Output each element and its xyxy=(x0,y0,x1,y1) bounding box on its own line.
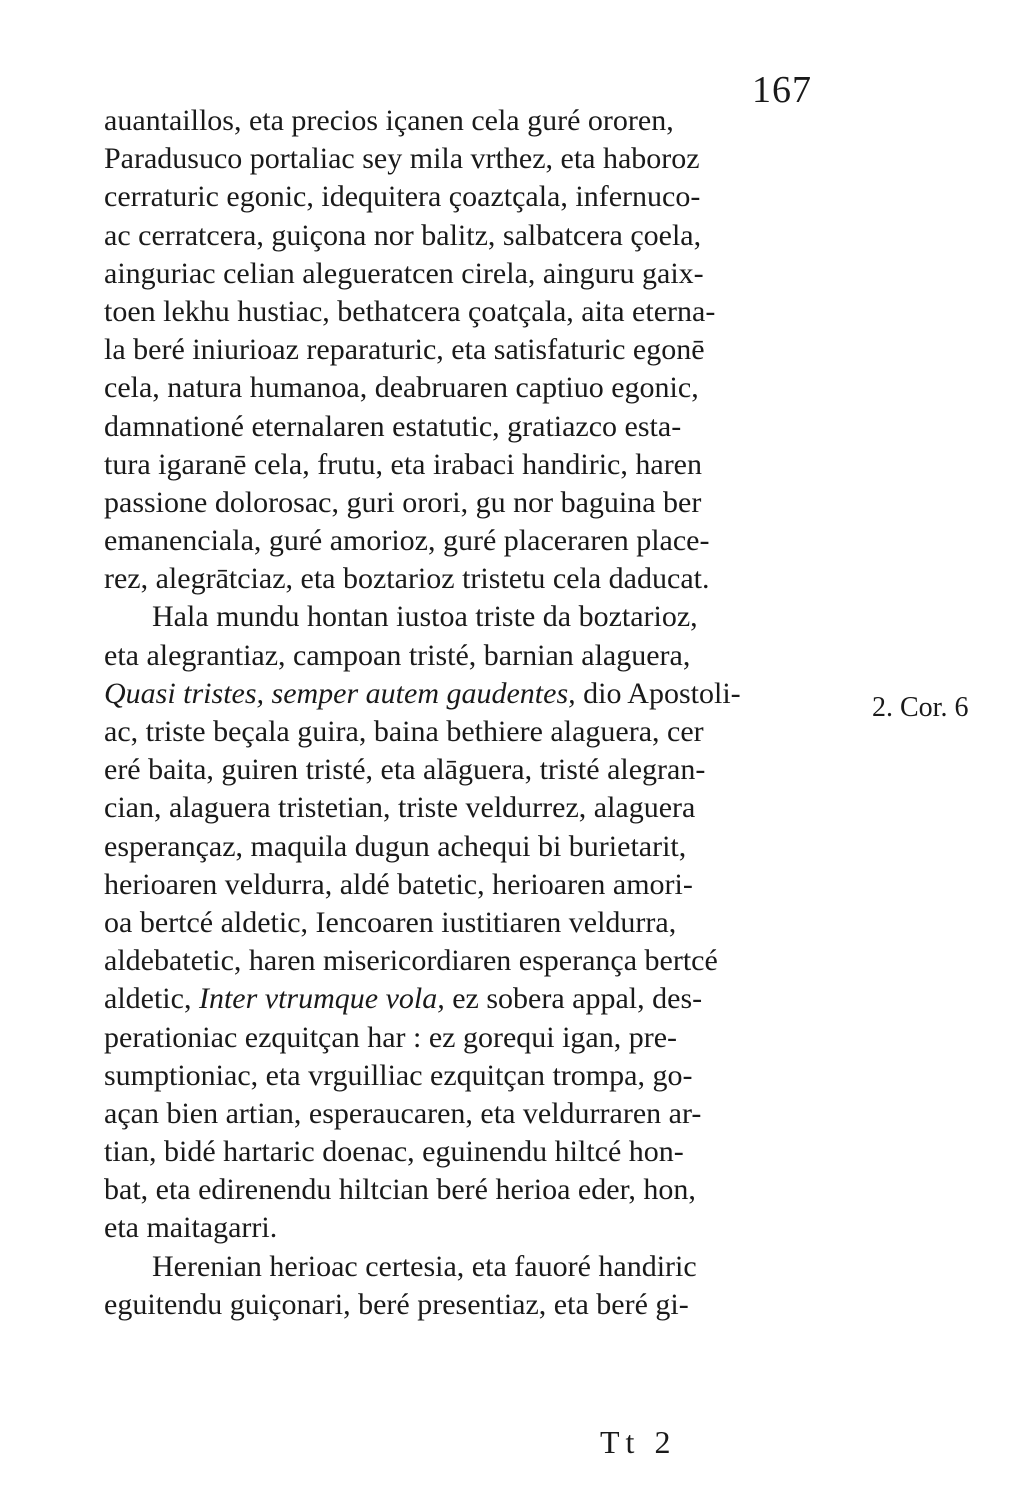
text-line: cian, alaguera tristetian, triste veldurrez, alaguera xyxy=(104,791,696,825)
text-line: herioaren veldurra, aldé batetic, herioaren amori- xyxy=(104,867,693,901)
text-segment: dio Apostoli- xyxy=(575,676,741,710)
text-line: toen lekhu hustiac, bethatcera çoatçala, aita eterna- xyxy=(104,294,716,328)
text-line xyxy=(104,675,856,713)
text-line: bat, eta edirenendu hiltcian beré herioa eder, hon, xyxy=(104,1173,696,1207)
text-line: açan bien artian, esperaucaren, eta veldurraren ar- xyxy=(104,1096,702,1130)
page-number: 167 xyxy=(752,69,812,111)
text-line: aldebatetic, haren misericordiaren esperança bertcé xyxy=(104,944,718,978)
text-line: eguitendu guiçonari, beré presentiaz, eta beré gi- xyxy=(104,1287,689,1321)
text-line: oa bertcé aldetic, Iencoaren iustitiaren veldurra, xyxy=(104,905,677,939)
text-line: cela, natura humanoa, deabruaren captiuo egonic, xyxy=(104,371,699,405)
text-line: perationiac ezquitçan har : ez gorequi igan, pre- xyxy=(104,1020,678,1054)
text-line: auantaillos, eta precios içanen cela guré ororen, xyxy=(104,104,674,137)
text-line: cerraturic egonic, idequitera çoaztçala, infernuco- xyxy=(104,180,701,214)
text-line xyxy=(104,980,856,1018)
marginal-note: 2. Cor. 6 xyxy=(872,692,969,723)
text-line: ac, triste beçala guira, baina bethiere alaguera, cer xyxy=(104,715,704,748)
text-line: eta alegrantiaz, campoan tristé, barnian alaguera, xyxy=(104,638,691,672)
catchword: Tt 2 xyxy=(600,1424,677,1460)
text-line: tura igaranē cela, frutu, eta irabaci handiric, haren xyxy=(104,447,702,481)
text-line: Paradusuco portaliac sey mila vrthez, eta haboroz xyxy=(104,142,700,176)
text-line: Hala mundu hontan iustoa triste da boztarioz, xyxy=(152,600,698,634)
latin-quotation: Inter vtrumque vola, xyxy=(198,982,445,1016)
text-segment: aldetic, xyxy=(104,982,199,1016)
text-line: ainguriac celian alegueratcen cirela, ainguru gaix- xyxy=(104,256,704,290)
text-line: eré baita, guiren tristé, eta alāguera, tristé alegran- xyxy=(104,753,706,787)
text-line: ac cerratcera, guiçona nor balitz, salbatcera çoela, xyxy=(104,218,702,252)
text-line: sumptioniac, eta vrguilliac ezquitçan trompa, go- xyxy=(104,1058,693,1092)
latin-quotation: Quasi tristes, semper autem gaudentes, xyxy=(104,676,576,710)
text-line: damnationé eternalaren estatutic, gratiazco esta- xyxy=(104,409,682,443)
text-line: rez, alegrātciaz, eta boztarioz tristetu cela daducat. xyxy=(104,562,710,596)
text-line: emanenciala, guré amorioz, guré placeraren place- xyxy=(104,524,710,558)
text-line: la beré iniurioaz reparaturic, eta satisfaturic egonē xyxy=(104,333,705,367)
text-segment: ez sobera appal, des- xyxy=(444,982,703,1016)
text-line: eta maitagarri. xyxy=(104,1211,278,1245)
text-line: Herenian herioac certesia, eta fauoré handiric xyxy=(152,1249,697,1283)
body-text xyxy=(104,102,856,1324)
text-line: esperançaz, maquila dugun achequi bi burietarit, xyxy=(104,829,687,863)
text-line: passione dolorosac, guri orori, gu nor baguina ber xyxy=(104,485,702,519)
text-line: tian, bidé hartaric doenac, eguinendu hiltcé hon- xyxy=(104,1135,684,1169)
